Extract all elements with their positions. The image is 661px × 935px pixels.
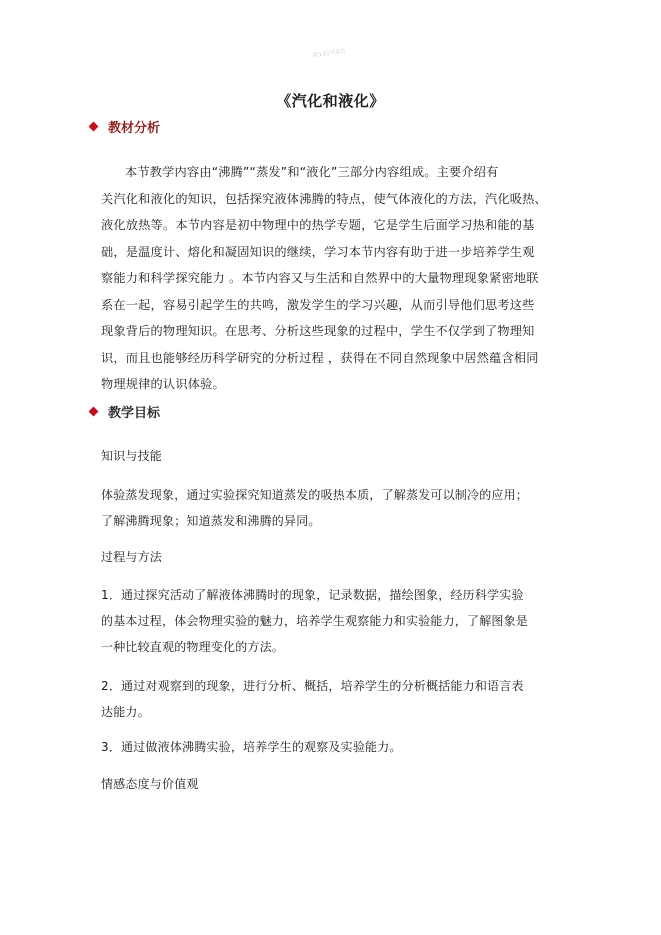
paragraph-line: 了解沸腾现象；知道蒸发和沸腾的异同。 xyxy=(101,514,321,528)
paragraph-line: 关汽化和液化的知识，包括探究液体沸腾的特点，使气体液化的方法，汽化吸热、 xyxy=(101,191,547,206)
subheading-text: 情感态度与价值观 xyxy=(101,777,199,791)
process-item-2 xyxy=(101,673,581,725)
watermark-text: 第1页/共8页 xyxy=(311,47,347,60)
knowledge-label xyxy=(101,443,581,469)
paragraph-line: 的基本过程，体会物理实验的魅力，培养学生观察能力和实验能力，了解图象是 xyxy=(101,614,529,628)
paragraph-line: 1．通过探究活动了解液体沸腾时的现象，记录数据，描绘图象，经历科学实验 xyxy=(101,588,524,602)
paragraph-line: 达能力。 xyxy=(101,705,150,719)
paragraph-line: 识，而且也能够经历科学研究的分析过程 ，获得在不同自然现象中居然蕴含相同 xyxy=(101,350,539,365)
paragraph-line: 础，是温度计、熔化和凝固知识的继续，学习本节内容有助于进一步培养学生观 xyxy=(101,244,535,259)
section-heading-analysis xyxy=(88,117,160,136)
subheading-text: 知识与技能 xyxy=(101,449,163,463)
process-item-3 xyxy=(101,734,581,760)
paragraph-line: 系在一起，容易引起学生的共鸣，激发学生的学习兴趣，从而引导他们思考这些 xyxy=(101,297,535,312)
paragraph-line: 现象背后的物理知识。在思考、分析这些现象的过程中，学生不仅学到了物理知 xyxy=(101,324,535,338)
paragraph-line: 察能力和科学探究能力 。本节内容又与生活和自然界中的大量物理现象紧密地联 xyxy=(101,271,539,285)
paragraph-line: 液化放热等。本节内容是初中物理中的热学专题，它是学生后面学习热和能的基 xyxy=(101,218,535,232)
subheading-text: 过程与方法 xyxy=(101,550,163,564)
section-heading-label: 教学目标 xyxy=(108,406,161,421)
paragraph-line: 本节教学内容由“沸腾”“蒸发”和“液化”三部分内容组成。主要介绍有 xyxy=(125,165,499,179)
section-heading-label: 教材分析 xyxy=(108,121,161,136)
analysis-paragraph xyxy=(101,159,571,398)
paragraph-line: 体验蒸发现象，通过实验探究知道蒸发的吸热本质，了解蒸发可以制冷的应用； xyxy=(101,488,529,502)
diamond-bullet-icon xyxy=(89,407,99,417)
paragraph-line: 3．通过做液体沸腾实验，培养学生的观察及实验能力。 xyxy=(101,740,402,754)
section-heading-goals xyxy=(88,402,160,421)
process-label xyxy=(101,544,581,570)
process-item-1 xyxy=(101,582,581,660)
paragraph-line: 2．通过对观察到的现象，进行分析、概括，培养学生的分析概括能力和语言表 xyxy=(101,679,524,693)
knowledge-paragraph xyxy=(101,482,581,534)
diamond-bullet-icon xyxy=(89,122,99,132)
document-title: 《汽化和液化》 xyxy=(276,92,385,110)
attitude-label xyxy=(101,771,581,797)
paragraph-line: 一种比较直观的物理变化的方法。 xyxy=(101,640,285,654)
paragraph-line: 物理规律的认识体验。 xyxy=(101,377,225,391)
